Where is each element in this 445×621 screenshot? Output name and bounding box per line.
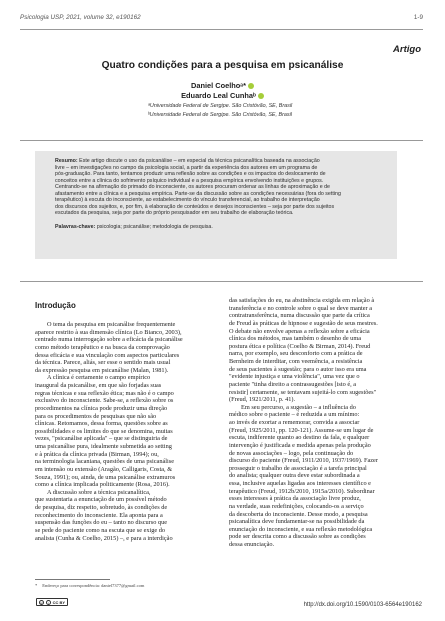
body-text-line: do analista; qualquer outra deve estar subordinada a xyxy=(229,472,360,480)
body-text-line: ao invés de exortar a rememorar, convida a associar xyxy=(229,419,360,426)
doi-link[interactable]: http://dx.doi.org/10.1590/0103-6564e190162 xyxy=(303,602,422,608)
footnote-rule xyxy=(35,579,110,580)
author-1-name: Daniel Coelhoᵃ* xyxy=(191,81,246,90)
body-text-line: esses interesses à prática da associação livre produz, xyxy=(229,495,361,503)
abstract-line: Centrando-se na afirmação do primado do inconsciente, os autores procuram ordenar as linhas de aproximação e de xyxy=(55,184,331,190)
body-text-line: em intensão ou extensão (Aragão, Calligaris, Costa, & xyxy=(35,465,173,473)
right-column xyxy=(229,297,411,549)
page-range: 1-9 xyxy=(413,14,423,21)
body-text-line: da descoberta do inconsciente. Desse modo, a pesquisa xyxy=(229,510,368,518)
body-text-line: (Freud, 1925/2011, pp. 120-121). Assume-se um lugar de xyxy=(229,426,374,434)
body-text-line: A discussão sobre a técnica psicanalítica, xyxy=(47,488,151,496)
body-text-line: se pede do paciente como na escuta que se exige do xyxy=(35,526,166,534)
body-text-line: na terminologia lacaniana, questões de uma psicanálise xyxy=(35,458,175,466)
abstract-label: Resumo: xyxy=(55,158,78,164)
by-icon: i xyxy=(46,600,51,605)
running-header xyxy=(20,14,423,26)
keywords-label: Palavras-chave: xyxy=(55,223,96,230)
body-text-line: pode ser descrita como a discussão sobre as condições xyxy=(229,533,366,541)
abstract-line: dos discursos dos sujeitos, e, por fim, à elaboração de conteúdos e desejos inconscientes – seja por parte dos sujeitos xyxy=(55,203,335,210)
author-2 xyxy=(0,91,445,100)
abstract-line: escutados da pesquisa, seja por parte do próprio pesquisador em seu trabalho de elaboração teórica. xyxy=(55,210,294,216)
body-text-line: médico sobre o paciente – é reduzida a um mínimo: xyxy=(229,411,360,419)
orcid-icon[interactable] xyxy=(248,83,254,89)
abstract-line: Este artigo discute o uso da psicanálise – em especial da técnica psicanalítica baseada na associação xyxy=(79,158,320,164)
body-text-line: narra, por exemplo, seu desconforto com a prática de xyxy=(229,350,363,358)
body-text-line: postura ética e política (Coelho & Birman, 2014). Freud xyxy=(229,342,371,350)
body-text-line: e à prática da clínica privada (Birman, 1994); ou, xyxy=(35,450,159,458)
body-text-line: na verdade, suas redefinições, colocando-os a serviço xyxy=(229,502,364,510)
abstract-line: terapêutico) à escuta do inconsciente, ao estabelecimento do vínculo transferencial, ao trabalho de interpretação xyxy=(55,197,320,203)
cc-license-badge[interactable] xyxy=(36,598,68,606)
body-text-line: Em seu percurso, a sugestão – a influência do xyxy=(241,403,356,411)
cc-icon: cc xyxy=(39,600,43,605)
body-text-line: clínicas. Retomamos, dessa forma, questões sobre as xyxy=(35,420,168,428)
body-text-line: transferência e no controle sobre o qual se deve manter a xyxy=(229,304,373,312)
body-text-line: (Freud, 1921/2011, p. 41). xyxy=(229,396,296,404)
abstract-rule xyxy=(20,281,423,282)
body-text-line: reconhecimento do inconsciente. Ela aponta para a xyxy=(35,511,163,519)
body-text-line: Souza, 1991); ou, ainda, de uma psicanálise extramuros xyxy=(35,473,176,481)
affiliation-a: ᵃUniversidade Federal de Sergipe. São Cristóvão, SE, Brasil xyxy=(148,103,293,109)
section-heading: Introdução xyxy=(35,301,76,310)
body-text-line: para os procedimentos de pesquisas que não são xyxy=(35,412,157,420)
footnote xyxy=(35,583,144,588)
body-text-line: inaugural da psicanálise, em que são forjadas suas xyxy=(35,382,162,389)
author-2-name: Eduardo Leal Cunhaᵇ xyxy=(181,91,256,100)
body-text-line: O debate não envolve apenas a reflexão sobre a eficácia xyxy=(229,327,370,335)
body-text-line: de novas associações – logo, pela continuação do xyxy=(229,449,354,457)
body-text-line: Bernheim de interditar, com veemência, a resistência xyxy=(229,358,363,365)
journal-citation: Psicologia USP, 2021, volume 32, e190162 xyxy=(20,14,141,21)
footnote-marker: * xyxy=(35,583,38,588)
body-text-line: O tema da pesquisa em psicanálise frequentemente xyxy=(47,321,176,328)
body-text-line: aparece restrito à sua dimensão clínica (Lo Bianco, 2003), xyxy=(35,328,182,336)
keywords xyxy=(55,224,389,231)
body-text-line: resistir] certamente, se tentavam sujeitá-lo com sugestões" xyxy=(229,388,377,396)
affiliation-b: ᵇUniversidade Federal de Sergipe. São Cristóvão, SE, Brasil xyxy=(148,112,293,118)
article-type: Artigo xyxy=(393,44,421,55)
body-text-line: contratransferência, numa discussão que parte da crítica xyxy=(229,312,370,320)
body-text-line: essa, inclusive aquelas ligadas aos interesses científico e xyxy=(229,480,371,487)
body-text-line: suspensão das funções do eu – tanto no discurso que xyxy=(35,519,168,527)
body-text-line: A clínica é certamente o campo empírico xyxy=(47,374,151,382)
body-text-line: de seus pacientes à sugestão; para o autor isso era uma xyxy=(229,365,367,373)
body-text-line: escuta, indiferente quanto ao destino da fala, e qualquer xyxy=(229,434,370,442)
body-text-line: da expressão pesquisa em psicanálise (Malan, 1981). xyxy=(35,366,169,374)
keywords-text: psicologia; psicanálise; metodologia de pesquisa. xyxy=(96,223,213,230)
body-text-line: analista (Cunha & Coelho, 2015) –, e para a interdição xyxy=(35,534,173,542)
body-text-line: exclusivo do inconsciente. Sabe-se, a reflexão sobre os xyxy=(35,397,174,405)
body-text-line: paciente "tinha direito a contrassugestões [isto é, a xyxy=(229,380,357,388)
body-text-line: uma psicanálise pura, idealmente submetida ao setting xyxy=(35,443,172,450)
body-text-line: procedimentos na clínica pode produzir uma direção xyxy=(35,404,168,412)
license-text: CC BY xyxy=(52,599,66,605)
body-text-line: de pesquisa, diz respeito, sobretudo, às condições de xyxy=(35,504,168,511)
body-text-line: das satisfações do eu, na abstinência exigida em relação à xyxy=(229,297,375,304)
header-rule xyxy=(20,29,423,30)
footnote-text: Endereço para correspondência: daniel7377@gmail.com xyxy=(42,583,145,588)
body-text-line: vezes, "psicanálise aplicada" – que se distinguiria de xyxy=(35,435,168,443)
abstract-line: conceitos entre a clínica do sofrimento psíquico individual e a pesquisa empírica envolvendo instituições e grupos. xyxy=(55,177,324,184)
body-text-line: terapêutico (Freud, 1912b/2010, 1915a/2010). Subordinar xyxy=(229,487,375,495)
author-1 xyxy=(0,81,445,90)
body-text-line: "evidente injustiça e uma violência", uma vez que o xyxy=(229,373,360,381)
abstract-line: livre – em investigações no campo da psicologia social, a partir da experiência dos autores em um programa de xyxy=(55,164,318,171)
abstract-text xyxy=(55,158,389,217)
body-text-line: dessa eficácia e sua vinculação com aspectos particulares xyxy=(35,351,180,359)
body-text-line: como a clínica implicada politicamente (Rosa, 2016). xyxy=(35,481,170,489)
left-column xyxy=(35,321,217,542)
body-text-line: de Freud às práticas de hipnose e sugestão de seus mestres. xyxy=(229,319,378,327)
body-text-line: psicanalítica deve fundamentar-se na possibilidade da xyxy=(229,518,365,526)
body-text-line: centrado numa interrogação sobre a eficácia da psicanálise xyxy=(35,336,183,344)
body-text-line: prosseguir o trabalho de associação é a tarefa principal xyxy=(229,464,367,472)
body-text-line: regras técnicas e sua reflexão ética; mas não é o campo xyxy=(35,389,174,397)
abstract-box xyxy=(35,151,397,259)
article-title: Quatro condições para a pesquisa em psicanálise xyxy=(101,60,344,71)
body-text-line: enunciação do inconsciente, e sua reflexão metodológica xyxy=(229,525,373,533)
title-block-rule xyxy=(20,140,423,141)
body-text-line: dessa enunciação. xyxy=(229,541,275,548)
orcid-icon[interactable] xyxy=(258,93,264,99)
body-text-line: da técnica. Parece, aliás, ser esse o sentido mais usual xyxy=(35,359,171,367)
body-text-line: possibilidades e os limites do que se denomina, muitas xyxy=(35,427,173,435)
body-text-line: como método terapêutico e na busca da comprovação xyxy=(35,343,170,351)
abstract-line: afastamento entre a clínica e a pesquisa empírica. Parte-se da discussão sobre as condições necessárias (fora do setting xyxy=(55,190,341,197)
abstract-line: pós-graduação. Para tanto, tentamos produzir uma reflexão sobre as condições e os impactos do deslocamento de xyxy=(55,171,326,177)
body-text-line: que sustentaria a enunciação de um possível método xyxy=(35,496,167,504)
body-text-line: intervenção é justificada e medida apenas pela produção xyxy=(229,441,371,449)
body-text-line: clínica dos métodos, mas também o desenho de uma xyxy=(229,335,362,343)
body-text-line: discurso do paciente (Freud, 1911/2010, 1937/1969). Fazer xyxy=(229,457,378,465)
